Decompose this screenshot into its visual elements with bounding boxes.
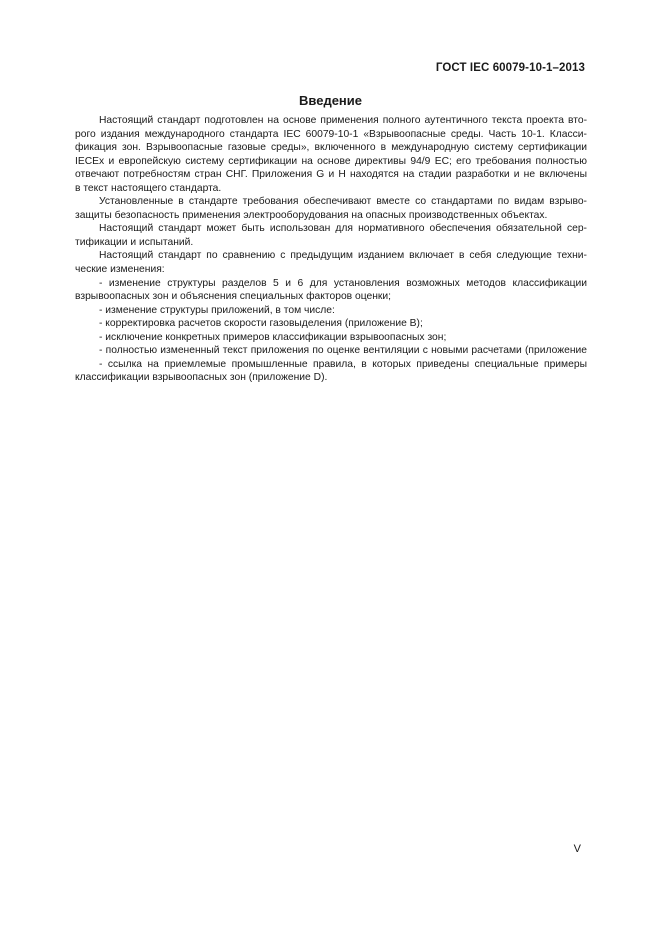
text-line: отвечают потребностям стран СНГ. Приложения G и Н находятся на стадии разработки и не включены	[75, 169, 587, 181]
text-line: взрывоопасных зон и объяснения специальных факторов оценки;	[75, 291, 392, 303]
list-item: - исключение конкретных примеров классификации взрывоопасных зон;	[99, 331, 447, 343]
list-item: - изменение структуры приложений, в том числе:	[99, 304, 335, 316]
text-line: Настоящий стандарт подготовлен на основе применения полного аутентичного текста проекта вто-	[99, 115, 587, 126]
page-number: V	[573, 843, 581, 855]
text-line: Настоящий стандарт может быть использован для нормативного обеспечения обязательной сер-	[99, 223, 587, 235]
section-title: Введение	[299, 93, 362, 108]
document-code-header: ГОСТ IEC 60079-10-1–2013	[435, 62, 585, 74]
text-line: IECEx и европейскую систему сертификации на основе директивы 94/9 EC; его требования полностью	[75, 155, 587, 167]
text-line: в текст настоящего стандарта.	[75, 182, 222, 194]
list-item: - корректировка расчетов скорости газовыделения (приложение В);	[99, 318, 423, 330]
list-item: - ссылка на приемлемые промышленные правила, в которых приведены специальные примеры	[99, 358, 587, 370]
text-line: ческие изменения:	[75, 264, 165, 276]
text-line: классификации взрывоопасных зон (приложение D).	[75, 372, 328, 384]
text-line: фикация зон. Взрывоопасные газовые среды», включенного в международную систему сертификации	[75, 142, 587, 154]
text-line: рого издания международного стандарта IEC 60079-10-1 «Взрывоопасные среды. Часть 10-1. Класси-	[75, 128, 587, 140]
list-item: - изменение структуры разделов 5 и 6 для установления возможных методов классификации	[99, 277, 587, 289]
list-item: - полностью измененный текст приложения по оценке вентиляции с новыми расчетами (приложение	[99, 345, 587, 357]
text-line: Установленные в стандарте требования обеспечивают вместе со стандартами по видам взрыво-	[99, 196, 587, 208]
text-line: тификации и испытаний.	[75, 236, 194, 248]
text-line: Настоящий стандарт по сравнению с предыдущим изданием включает в себя следующие техни-	[99, 250, 587, 262]
introduction-body	[75, 114, 587, 385]
text-line: защиты безопасность применения электрооборудования на опасных производственных объектах.	[75, 209, 548, 221]
